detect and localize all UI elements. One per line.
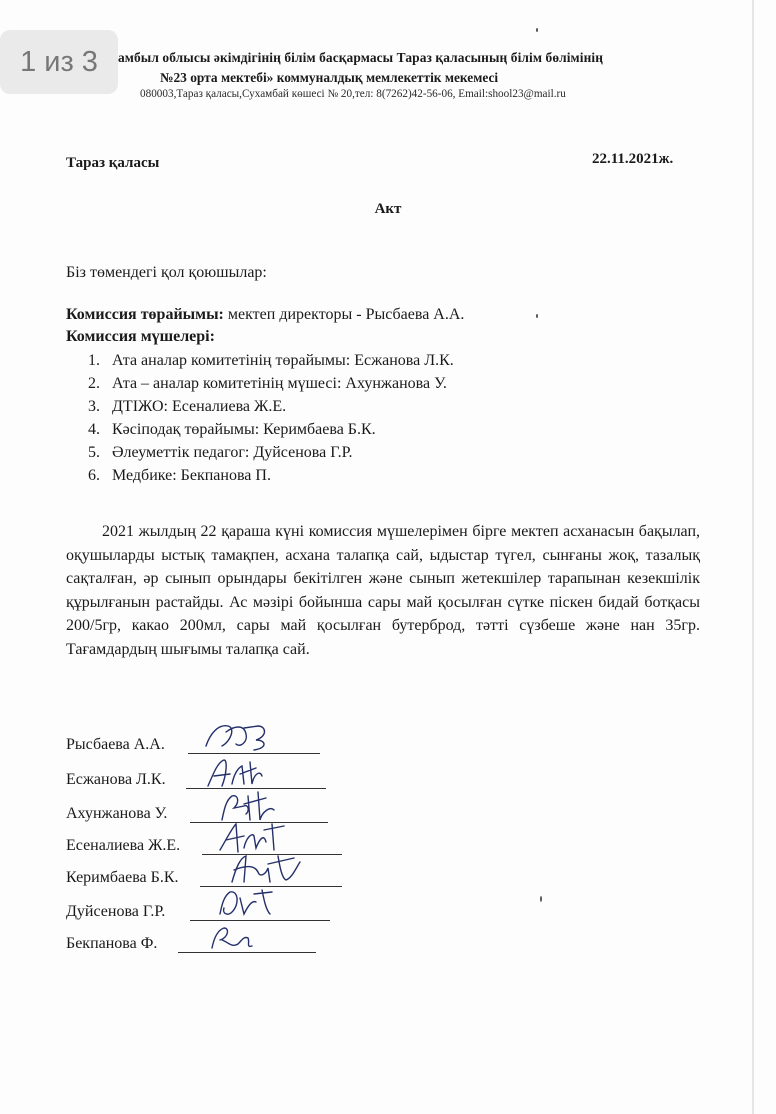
header-address: 080003,Тараз қаласы,Сухамбай көшесі № 20,тел: 8(7262)42-56-06, Email:shool23@mail.ru [140, 88, 566, 100]
member-text: Ата аналар комитетінің төрайымы: Есжанова Л.К. [112, 352, 454, 369]
member-number: 3. [88, 398, 100, 415]
member-text: Әлеуметтік педагог: Дуйсенова Г.Р. [112, 444, 353, 461]
member-item [66, 349, 454, 372]
signature-name: Есжанова Л.К. [66, 771, 166, 788]
handwritten-signature [214, 786, 284, 826]
member-text: Медбике: Бекпанова П. [112, 467, 271, 484]
scan-speck [536, 314, 538, 318]
signature-line [202, 854, 342, 855]
chair-text: мектеп директоры - Рысбаева А.А. [223, 306, 465, 323]
member-item [66, 395, 454, 418]
signature-name: Дуйсенова Г.Р. [66, 903, 166, 920]
signature-name: Керимбаева Б.К. [66, 869, 179, 886]
signature-line [200, 886, 342, 887]
intro-text: Біз төмендегі қол қоюшылар: [66, 264, 267, 281]
member-text: Кәсіподақ төрайымы: Керимбаева Б.К. [112, 421, 376, 438]
member-number: 6. [88, 467, 100, 484]
act-body [66, 520, 700, 661]
header-line-1: амбыл облысы әкімдігінің білім басқармасы Тараз қаласының білім бөлімінің [118, 50, 604, 65]
chair-label: Комиссия төрайымы: [66, 306, 224, 323]
member-number: 2. [88, 375, 100, 392]
handwritten-signature [196, 716, 276, 756]
act-body-text: 2021 жылдың 22 қараша күні комиссия мүшелерімен бірге мектеп асханасын бақылап, оқушыларды ыстық тамақпен, асхана талапқа сай, ыдыстар түгел, сынғаны жоқ, тазалық сақталған, әр сынып орындары бекітілген және сынып жетекшілер тарапынан кезекшілік құрылғанын растайды. Ас мәзірі бойынша сары май қосылған сүтке піскен бидай ботқасы 200/5гр, какао 200мл, сары май қосылған бутерброд, тәтті сүзбеше және нан 35гр. Тағамдардың шығымы талапқа сай. [66, 523, 700, 658]
scan-speck [536, 28, 538, 32]
signature-line [178, 952, 316, 953]
signature-name: Рысбаева А.А. [66, 736, 165, 753]
scan-speck [540, 896, 542, 902]
signature-name: Ахунжанова У. [66, 805, 168, 822]
members-list [66, 349, 454, 487]
signature-name: Есеналиева Ж.Е. [66, 837, 181, 854]
members-heading: Комиссия мүшелері: [66, 328, 215, 345]
member-item [66, 464, 454, 487]
signature-line [190, 920, 330, 921]
member-item [66, 441, 454, 464]
member-text: ДТІЖО: Есеналиева Ж.Е. [112, 398, 287, 415]
member-item [66, 418, 454, 441]
document-city: Тараз қаласы [66, 155, 160, 171]
signature-line [186, 788, 326, 789]
member-item [66, 372, 454, 395]
page-counter-badge: 1 из 3 [0, 30, 118, 94]
handwritten-signature [204, 920, 264, 956]
member-number: 4. [88, 421, 100, 438]
handwritten-signature [214, 818, 294, 858]
signature-line [188, 753, 320, 754]
member-number: 1. [88, 352, 100, 369]
header-line-2: №23 орта мектебі» коммуналдық мемлекеттік мекемесі [160, 70, 499, 85]
commission-chair [66, 306, 464, 324]
handwritten-signature [210, 884, 286, 924]
signature-name: Бекпанова Ф. [66, 935, 158, 952]
member-text: Ата – аналар комитетінің мүшесі: Ахунжанова У. [112, 375, 447, 392]
signature-line [190, 822, 328, 823]
document-date: 22.11.2021ж. [592, 151, 674, 167]
document-title: Акт [374, 201, 402, 217]
member-number: 5. [88, 444, 100, 461]
page-edge [752, 0, 754, 1114]
